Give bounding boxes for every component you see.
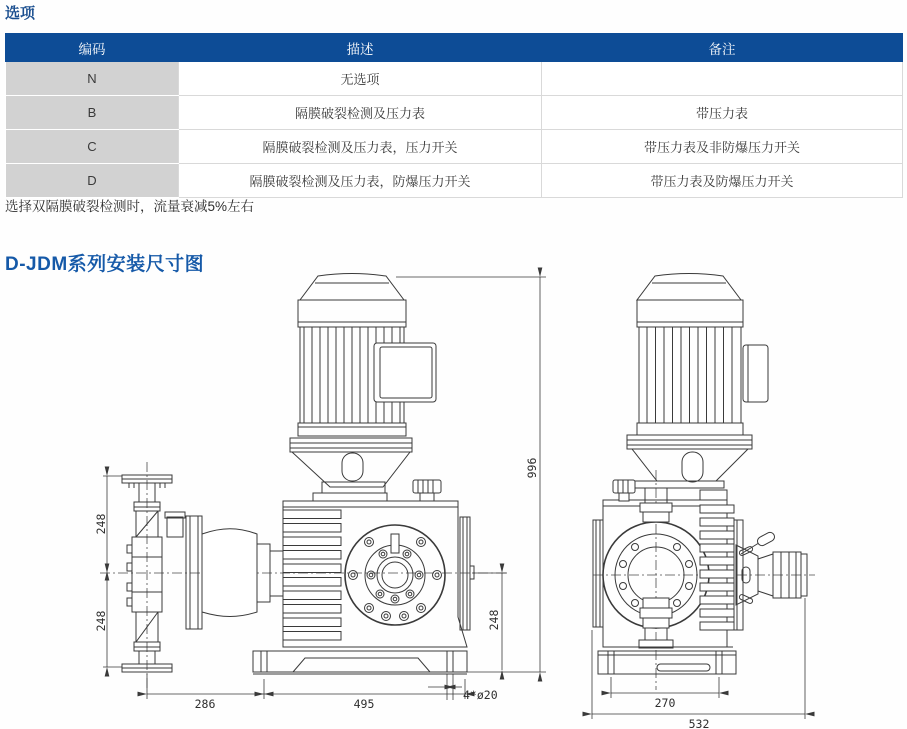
- pump-side-view: [122, 274, 474, 675]
- page-title: 选项: [5, 5, 36, 22]
- dim-suction-upper: 248: [94, 513, 108, 535]
- cell-description: 隔膜破裂检测及压力表，压力开关: [179, 130, 542, 164]
- cooling-fins: [283, 510, 341, 640]
- cell-description: 隔膜破裂检测及压力表，防爆压力开关: [179, 164, 542, 198]
- dim-overall-width: 532: [688, 717, 710, 729]
- pump-front-view: [593, 274, 807, 675]
- dim-base-length: 495: [353, 697, 375, 711]
- dim-foot-holes: 4*ø20: [463, 688, 498, 702]
- col-header-code: 编码: [6, 34, 179, 62]
- cell-code: N: [6, 62, 179, 96]
- section-heading: D-JDM系列安装尺寸图: [5, 254, 205, 275]
- junction-box-side: [743, 345, 768, 402]
- shaft-window: [342, 453, 363, 481]
- lever-handle: [756, 531, 776, 547]
- base-front: [598, 647, 736, 674]
- dim-overall-height: 996: [525, 457, 539, 479]
- installation-dimension-diagram: [0, 255, 907, 729]
- cell-description: 隔膜破裂检测及压力表: [179, 96, 542, 130]
- table-row: [6, 164, 903, 198]
- cooling-fins-front: [700, 505, 734, 630]
- dim-foot-span: 270: [654, 696, 676, 710]
- pump-body-side: [283, 480, 474, 647]
- cell-description: 无选项: [179, 62, 542, 96]
- flow-note: 选择双隔膜破裂检测时，流量衰减5%左右: [5, 199, 255, 214]
- table-row: [6, 96, 903, 130]
- cell-remark: 带压力表及非防爆压力开关: [542, 130, 903, 164]
- dim-suction-lower: 248: [94, 610, 108, 632]
- base-side: [253, 651, 467, 674]
- cell-code: C: [6, 130, 179, 164]
- pump-head-side: [165, 512, 283, 629]
- junction-box: [374, 343, 436, 402]
- cell-code: D: [6, 164, 179, 198]
- col-header-remark: 备注: [542, 34, 903, 62]
- vent-knob: [413, 480, 441, 501]
- dim-center-to-base: 248: [487, 609, 501, 631]
- motor-side: [290, 274, 436, 502]
- vent-knob-front: [613, 480, 635, 501]
- col-header-description: 描述: [179, 34, 542, 62]
- pump-body-front: [593, 480, 743, 648]
- cell-remark: [542, 62, 903, 96]
- options-table: [5, 33, 903, 198]
- table-row: [6, 62, 903, 96]
- relief-valve-hose: [736, 531, 807, 605]
- front-flange: [345, 525, 445, 625]
- cell-remark: 带压力表及防爆压力开关: [542, 164, 903, 198]
- table-header-row: [6, 34, 903, 62]
- table-row: [6, 130, 903, 164]
- dim-offset: 286: [194, 697, 216, 711]
- cell-code: B: [6, 96, 179, 130]
- motor-front: [627, 274, 768, 489]
- cell-remark: 带压力表: [542, 96, 903, 130]
